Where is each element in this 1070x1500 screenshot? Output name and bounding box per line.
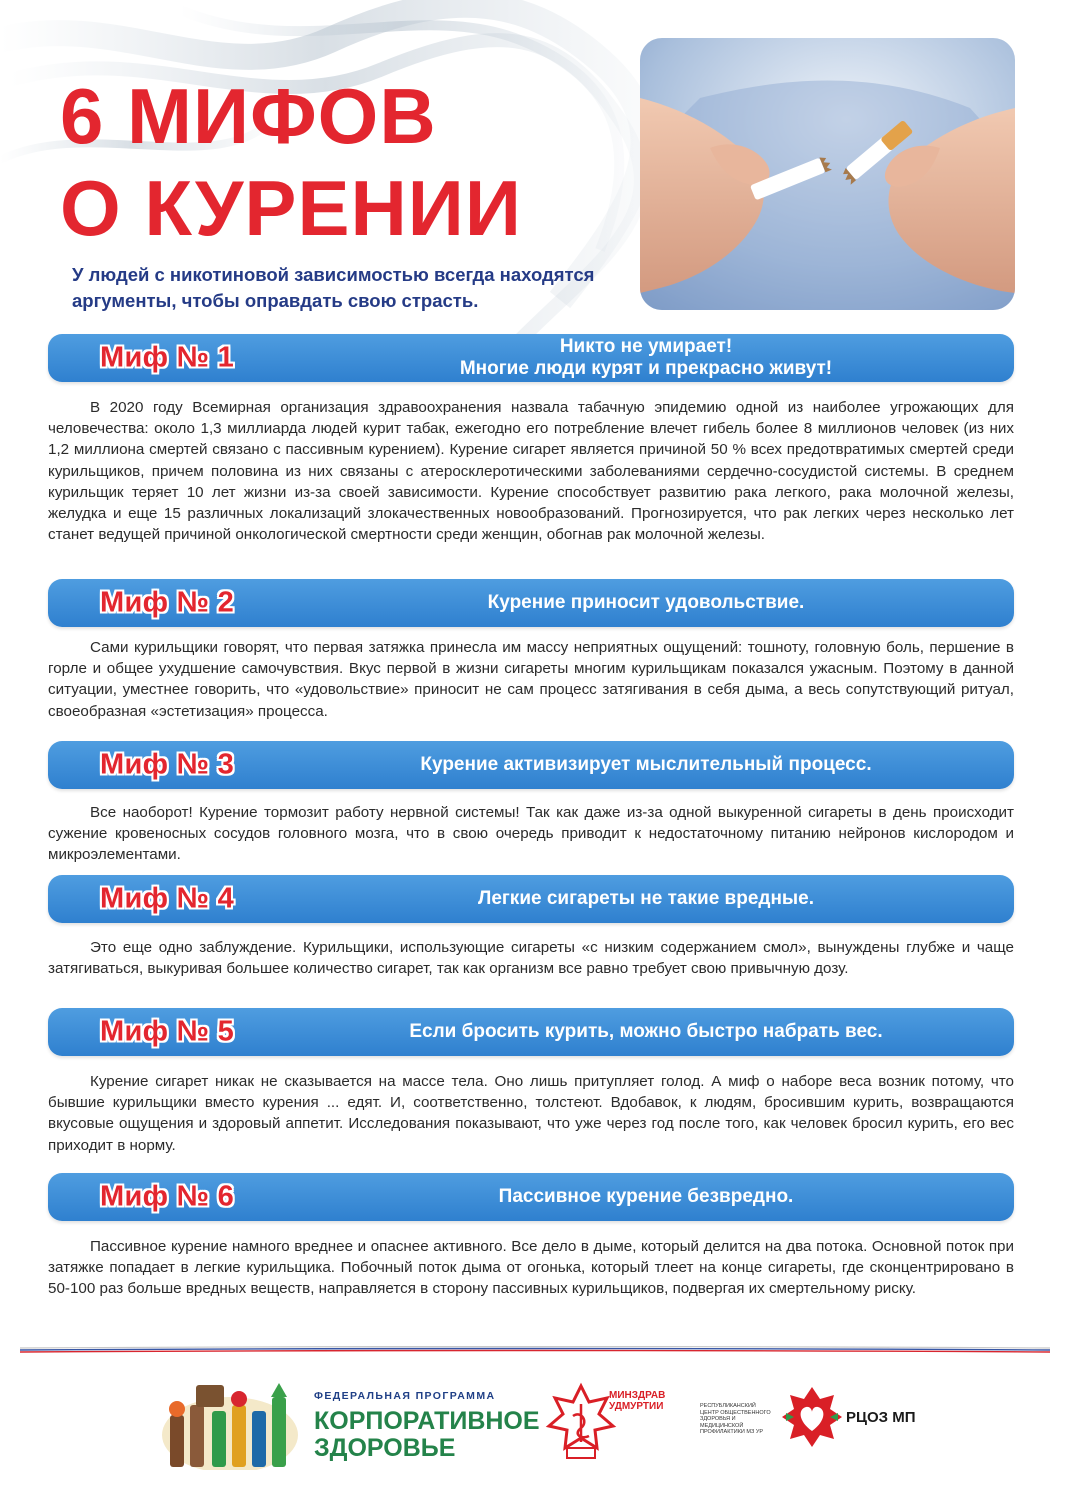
minzdrav-name-line-1: МИНЗДРАВ [609,1390,666,1401]
myth-3-text: Все наоборот! Курение тормозит работу нервной системы! Так как даже из-за одной выкуренной сигареты в день происходит сужение кровеносных сосудов головного мозга, что в свою очередь приводит к недостаточному питанию нейронов кислородом и микроэлементами. [48,804,1014,864]
page-title [60,70,522,254]
program-caption: ФЕДЕРАЛЬНАЯ ПРОГРАММА [314,1390,496,1402]
rcoz-mp-logo [700,1385,940,1465]
myth-2-label: Миф № 2 [100,586,235,619]
title-line-2: О КУРЕНИИ [60,164,522,252]
rcoz-heart-emblem-icon [780,1385,844,1449]
myth-2-banner [48,579,1014,627]
myth-3-label: Миф № 3 [100,748,235,781]
title-line-1: 6 МИФОВ [60,72,437,160]
corporate-health-logo [160,1375,540,1470]
myth-2-heading: Курение приносит удовольствие. [487,592,805,613]
myth-4-banner [48,875,1014,923]
myth-5-banner [48,1008,1014,1056]
myth-2-text: Сами курильщики говорят, что первая затяжка принесла им массу неприятных ощущений: тошноту, головную боль, першение в горле и общее ухудшение самочувствия. Вкус первой в жизни сигареты многим курильщикам показался ужасным. Поэтому в данной ситуации, уместнее говорить, что «удовольствие» приносит не сам процесс затягивания в себя дыма, а весь сопутствующий ритуал, своеобразная «эстетизация» процесса. [48,639,1014,720]
myth-6-text: Пассивное курение намного вреднее и опаснее активного. Все дело в дыме, который делится на два потока. Основной поток при затяжке попадает в легкие курильщика. Побочный поток дыма от огонька, который тлеет на конце сигареты, где сконцентрировано в 50-100 раз больше вредных веществ, направляется в сторону пассивных курильщиков, подвергая их смертельному риску. [48,1238,1014,1298]
footer-divider [20,1346,1050,1354]
myth-5-label: Миф № 5 [100,1015,235,1048]
myth-1-banner [48,334,1014,382]
raised-hands-icon [160,1375,302,1470]
myth-6-heading: Пассивное курение безвредно. [498,1186,794,1207]
minzdrav-emblem-icon [545,1382,617,1462]
myth-5-text: Курение сигарет никак не сказывается на массе тела. Оно лишь притупляет голод. А миф о наборе веса возник потому, что бывшие курильщики вместо курения ... едят. И, соответственно, толстеют. Вдобавок, к людям, бросившим курить, возвращаются вкусовые ощущения и здоровый аппетит. Исследования показывают, что уже через год после того, как человек бросил курить, его вес приходит в норму. [48,1073,1014,1154]
myth-3-banner [48,741,1014,789]
rcoz-full-name: РЕСПУБЛИКАНСКИЙ ЦЕНТР ОБЩЕСТВЕННОГО ЗДОРОВЬЯ И МЕДИЦИНСКОЙ ПРОФИЛАКТИКИ МЗ УР [700,1403,771,1435]
minzdrav-udmurtia-logo [545,1382,675,1467]
myth-4-label: Миф № 4 [100,882,235,915]
myth-4-heading: Легкие сигареты не такие вредные. [478,888,814,909]
minzdrav-name-line-2: УДМУРТИИ [609,1401,664,1412]
page-subtitle: У людей с никотиновой зависимостью всегда находятся аргументы, чтобы оправдать свою страсть. [72,264,595,311]
myth-3-heading: Курение активизирует мыслительный процесс. [420,754,872,775]
myth-6-banner [48,1173,1014,1221]
myth-5-heading: Если бросить курить, можно быстро набрать вес. [409,1021,883,1042]
program-name-line-2: ЗДОРОВЬЕ [314,1434,456,1462]
myth-1-label: Миф № 1 [100,341,235,374]
program-name-line-1: КОРПОРАТИВНОЕ [314,1407,540,1435]
rcoz-short-name: РЦОЗ МП [846,1409,916,1426]
myth-1-heading: Никто не умирает! Многие люди курят и прекрасно живут! [459,336,833,379]
hero-photo-broken-cigarette [640,38,1015,310]
myth-4-text: Это еще одно заблуждение. Курильщики, использующие сигареты «с низким содержанием смол», вынуждены глубже и чаще затягиваться, выкуривая большее количество сигарет, так как организм все равно требует свою привычную дозу. [48,939,1014,978]
myth-6-label: Миф № 6 [100,1180,235,1213]
myth-1-text: В 2020 году Всемирная организация здравоохранения назвала табачную эпидемию одной из наиболее угрожающих для человечества: около 1,3 миллиарда людей курит табак, ежегодно его потребление влечет гибель более 8 миллионов человек (из них 1,2 миллиона смертей связано с пассивным курением). Курение сигарет является причиной 50 % всех предотвратимых смертей среди курильщиков, причем половина из них связаны с атеросклеротическими заболеваниями сердечно-сосудистой системы. В среднем курильщик теряет 10 лет жизни из-за своей зависимости. Курение способствует развитию рака легкого, рака молочной железы, желудка и еще 15 различных локализаций злокачественных новообразований. Прогнозируется, что рак легких через несколько лет станет ведущей причиной онкологической смертности среди женщин, обогнав рак молочной железы. [48,399,1014,544]
